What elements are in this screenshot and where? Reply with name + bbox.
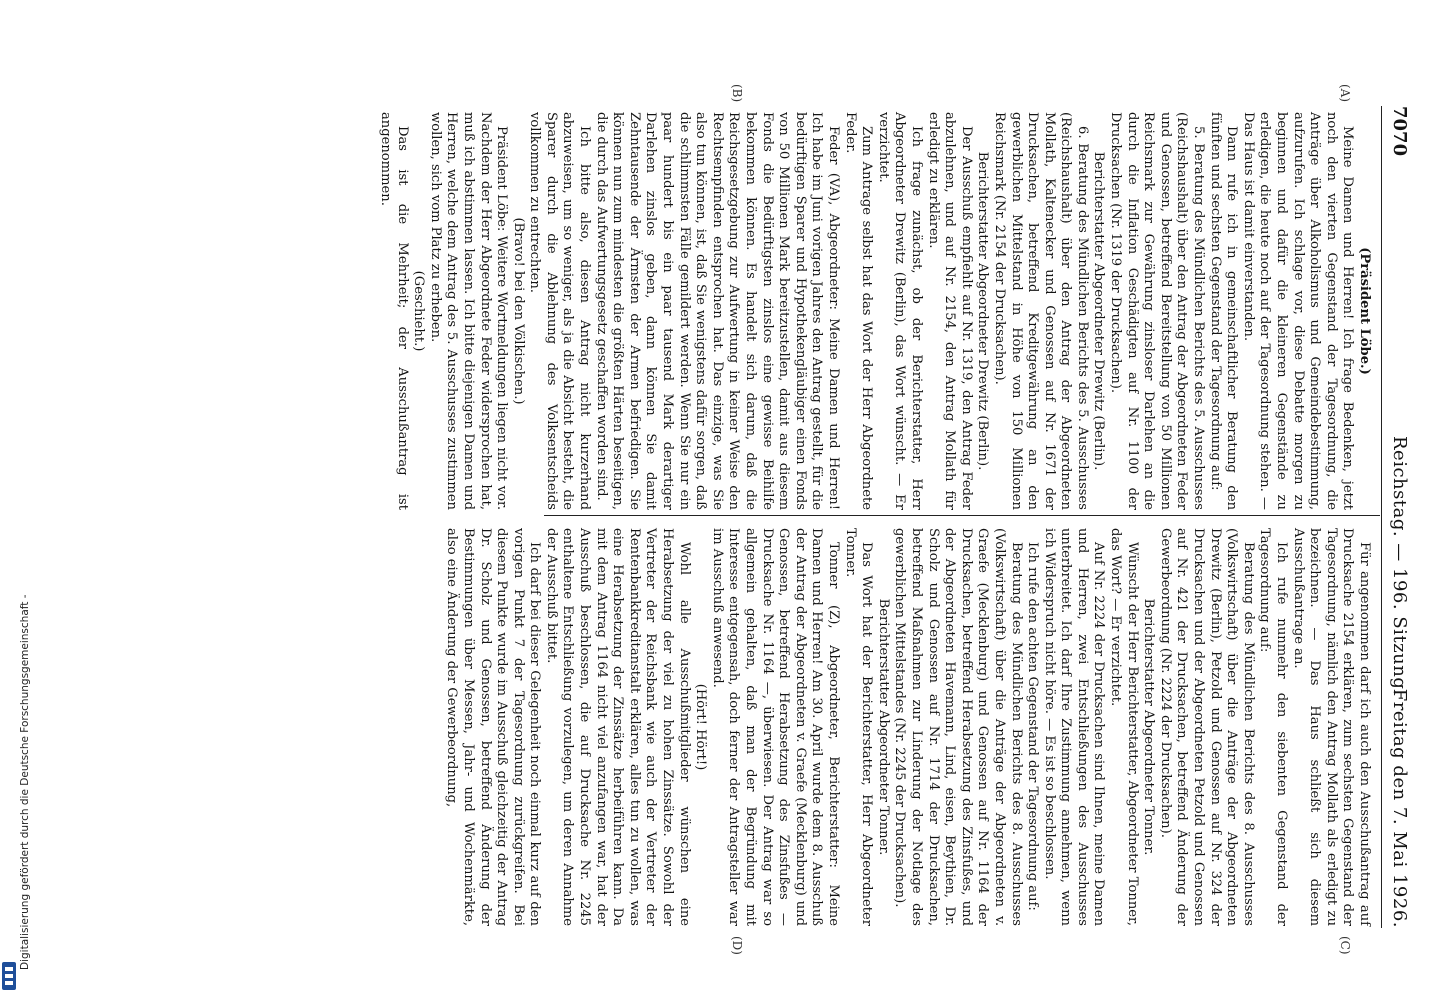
attribution-text: Digitalisierung gefördert durch die Deutsche Forschungsgemeinschaft - [19, 594, 31, 970]
header-rule [1381, 106, 1382, 928]
paragraph: Das Wort hat der Berichterstatter, Herr Abgeordneter Tonner. [842, 528, 875, 926]
right-column [444, 528, 1372, 926]
interjection: (Geschieht.) [411, 270, 427, 352]
speech-tonner: Tonner (Z), Abgeordneter, Berichterstatter: Meine Damen und Herren! Am 30. April wurde dem 8. Ausschuß der Antrag der Abgeordneten v. Graefe (Mecklenburg) und Genossen, betreffend Herabsetzung des Zinsfußes — Drucksache Nr. 1164 —, überwiesen. Der Antrag war so allgemein gehalten, daß man der Begründung mit Interesse entgegensah, doch ferner der Antragsteller war im Ausschuß anwesend. [709, 528, 841, 926]
paragraph: Ich bitte also, diesen Antrag nicht kurzerhand abzuweisen, um so weniger, als ja die Absicht besteht, die Sparer durch die Ablehnung des Volksentscheids vollkommen zu entrechten. [527, 112, 593, 510]
margin-marker-a: (A) [1338, 84, 1352, 103]
agenda-item-5: 5. Beratung des Mündlichen Berichts des 5. Ausschusses (Reichshaushalt) über den Antrag der Abgeordneten Feder und Genossen, betreffend Bereitstellung von 50 Millionen Reichsmark zur Gewährung zinsloser Darlehen an die durch die Inflation Geschädigten auf Nr. 1100 der Drucksachen (Nr. 1319 der Drucksachen). [1108, 112, 1207, 510]
agenda-item-6: 6. Beratung des Mündlichen Berichts des 5. Ausschusses (Reichshaushalt) über den Antrag der Abgeordneten Mollath, Kaltenecker und Genossen auf Nr. 1671 der Drucksachen, betreffend Kreditgewährung an den gewerblichen Mittelstand in Höhe von 150 Millionen Reichsmark (Nr. 2154 der Drucksachen). [991, 112, 1090, 510]
paragraph: Der Ausschuß empfiehlt auf Nr. 1319, den Antrag Feder abzulehnen, und auf Nr. 2154, den Antrag Mollath für erledigt zu erklären. [925, 112, 974, 510]
paragraph: Auf Nr. 2224 der Drucksachen sind Ihnen, meine Damen und Herren, zwei Entschließungen des Ausschusses unterbreitet. Ich darf Ihre Zustimmung annehmen, wenn ich Widerspruch nicht höre. — Es ist so beschlossen. [1041, 528, 1107, 926]
left-column [377, 112, 1372, 510]
header-session: Reichstag. — 196. Sitzung. [1389, 436, 1410, 696]
attribution-strip [0, 0, 31, 1000]
margin-marker-d: (D) [730, 936, 744, 955]
paragraph: Wohl alle Ausschußmitglieder wünschen eine Herabsetzung der viel zu hohen Zinssätze. Sowohl der Vertreter der Reichsbank wie auch der Vertreter der Rentenbankkreditanstalt erklären, alles tun zu wollen, was eine Herabsetzung der Zinssätze herbeiführen kann. Da mit dem Antrag 1164 nicht viel anzufangen war, hat der Ausschuß beschlossen, die auf Drucksache Nr. 2245 enthaltene Entschließung vorzulegen, um deren Annahme der Ausschuß bittet. [543, 528, 692, 926]
rapporteur-line: Berichterstatter Abgeordneter Tonner. [875, 598, 891, 856]
agenda-item-7: Beratung des Mündlichen Berichts des 8. Ausschusses (Volkswirtschaft) über die Anträge der Abgeordneten Drewitz (Berlin), Petzold und Genossen auf Nr. 324 der Drucksachen und der Abgeordneten Petzold und Genossen auf Nr. 421 der Drucksachen, betreffend Änderung der Gewerbeordnung (Nr. 2224 der Drucksachen). [1157, 528, 1256, 926]
paragraph: Zum Antrage selbst hat das Wort der Herr Abgeordnete Feder. [842, 112, 875, 510]
rapporteur-line: Berichterstatter Abgeordneter Drewitz (Berlin). [975, 151, 991, 471]
paragraph: Meine Damen und Herren! Ich frage Bedenken, jetzt noch den vierten Gegenstand der Tagesordnung, die Anträge über Alkoholismus und Gemeindebestimmung, aufzurufen. Ich schlage vor, diese Debatte morgen zu beginnen und dafür die kleineren Gegenstände zu erledigen, die heute noch auf der Tagesordnung stehen. — Das Haus ist damit einverstanden. [1240, 112, 1356, 510]
paragraph: Dann rufe ich in gemeinschaftlicher Beratung den fünften und sechsten Gegenstand der Tagesordnung auf: [1207, 112, 1240, 510]
attribution-text-wrapper [16, 0, 34, 1000]
paragraph: Wünscht der Herr Berichterstatter, Abgeordneter Tonner, das Wort? — Er verzichtet. [1108, 528, 1140, 926]
interjection: (Bravo! bei den Völkischen.) [510, 217, 526, 405]
agenda-item-8: Beratung des Mündlichen Berichts des 8. Ausschusses (Volkswirtschaft) über die Anträge der Abgeordneten v. Graefe (Mecklenburg) und Genossen auf Nr. 1164 der Drucksachen, betreffend Herabsetzung des Zinsfußes, und der Abgeordneten Havemann, Lind, eisen, Beythien, Dr. Scholz und Genossen auf Nr. 1714 der Drucksachen, betreffend Maßnahmen zur Linderung der Notlage des gewerblichen Mittelstandes (Nr. 2245 der Drucksachen). [892, 528, 1024, 926]
paragraph: Ich rufe nunmehr den siebenten Gegenstand der Tagesordnung auf: [1257, 528, 1290, 926]
paragraph: Das ist die Mehrheit; der Ausschußantrag ist angenommen. [377, 112, 410, 510]
speech-feder: Feder (VA), Abgeordneter: Meine Damen und Herren! Ich habe im Juni vorigen Jahres den Antrag gestellt, für die bedürftigen Sparer und Hypothekengläubiger einen Fonds von 50 Millionen Mark bereitzustellen, damit aus diesem Fonds die Bedürftigsten zinslos eine gewisse Beihilfe bekommen können. Es handelt sich darum, daß die Reichsgesetzgebung zur Aufwertung in keiner Weise den Rechtsempfinden entsprochen hat. Das einzige, was Sie also tun können, ist, daß Sie wenigstens dafür sorgen, daß die schlimmsten Fälle gemildert werden. Wenn Sie nur ein paar hundert bis ein paar tausend Mark derartiger Darlehen zinslos geben, dann können Sie damit Zehntausende der Ärmsten der Armen befriedigen. Sie können nun zum mindesten die größten Härten beseitigen, die durch das Aufwertungsgesetz geschaffen worden sind. [593, 112, 841, 510]
paragraph: Für angenommen darf ich auch den Ausschußantrag auf Drucksache 2154 erklären, zum sechsten Gegenstand der Tagesordnung, nämlich den Antrag Mollath als erledigt zu bezeichnen. — Das Haus schließt sich diesem Ausschußantrage an. [1290, 528, 1372, 926]
paragraph: Ich rufe den achten Gegenstand der Tagesordnung auf: [1025, 542, 1041, 911]
speaker-heading: (Präsident Löbe.) [1357, 247, 1372, 375]
interjection: (Hört! Hört!) [693, 683, 709, 771]
dfg-logo-icon [2, 962, 16, 990]
paragraph: Ich frage zunächst, ob der Berichterstatter, Herr Abgeordneter Drewitz (Berlin), das Wort wünscht. — Er verzichtet. [875, 112, 924, 510]
margin-marker-c: (C) [1338, 936, 1352, 955]
paragraph: Ich darf bei dieser Gelegenheit noch einmal kurz auf den vorigen Punkt 7 der Tagesordnung zurückgreifen. Bei diesem Punkte wurde im Ausschuß gleichzeitig der Antrag Dr. Scholz und Genossen, betreffend Änderung der Bestimmungen über Messen, Jahr- und Wochenmärkte, also eine Änderung der Gewerbeordnung, [444, 528, 543, 926]
speech-president: Präsident Löbe: Weitere Wortmeldungen liegen nicht vor. Nachdem der Herr Abgeordnete Feder widersprochen hat, muß ich abstimmen lassen. Ich bitte diejenigen Damen und Herren, welche dem Antrag des 5. Ausschusses zustimmen wollen, sich vom Platz zu erheben. [427, 112, 510, 510]
rapporteur-line: Berichterstatter Abgeordneter Drewitz (Berlin). [1091, 151, 1107, 471]
rapporteur-line: Berichterstatter Abgeordneter Tonner. [1141, 598, 1157, 856]
column-divider [544, 515, 1380, 516]
page-number: 7070 [1389, 106, 1410, 157]
page-header [1380, 106, 1410, 928]
margin-marker-b: (B) [730, 84, 744, 103]
header-date: Freitag den 7. Mai 1926. [1389, 688, 1410, 928]
